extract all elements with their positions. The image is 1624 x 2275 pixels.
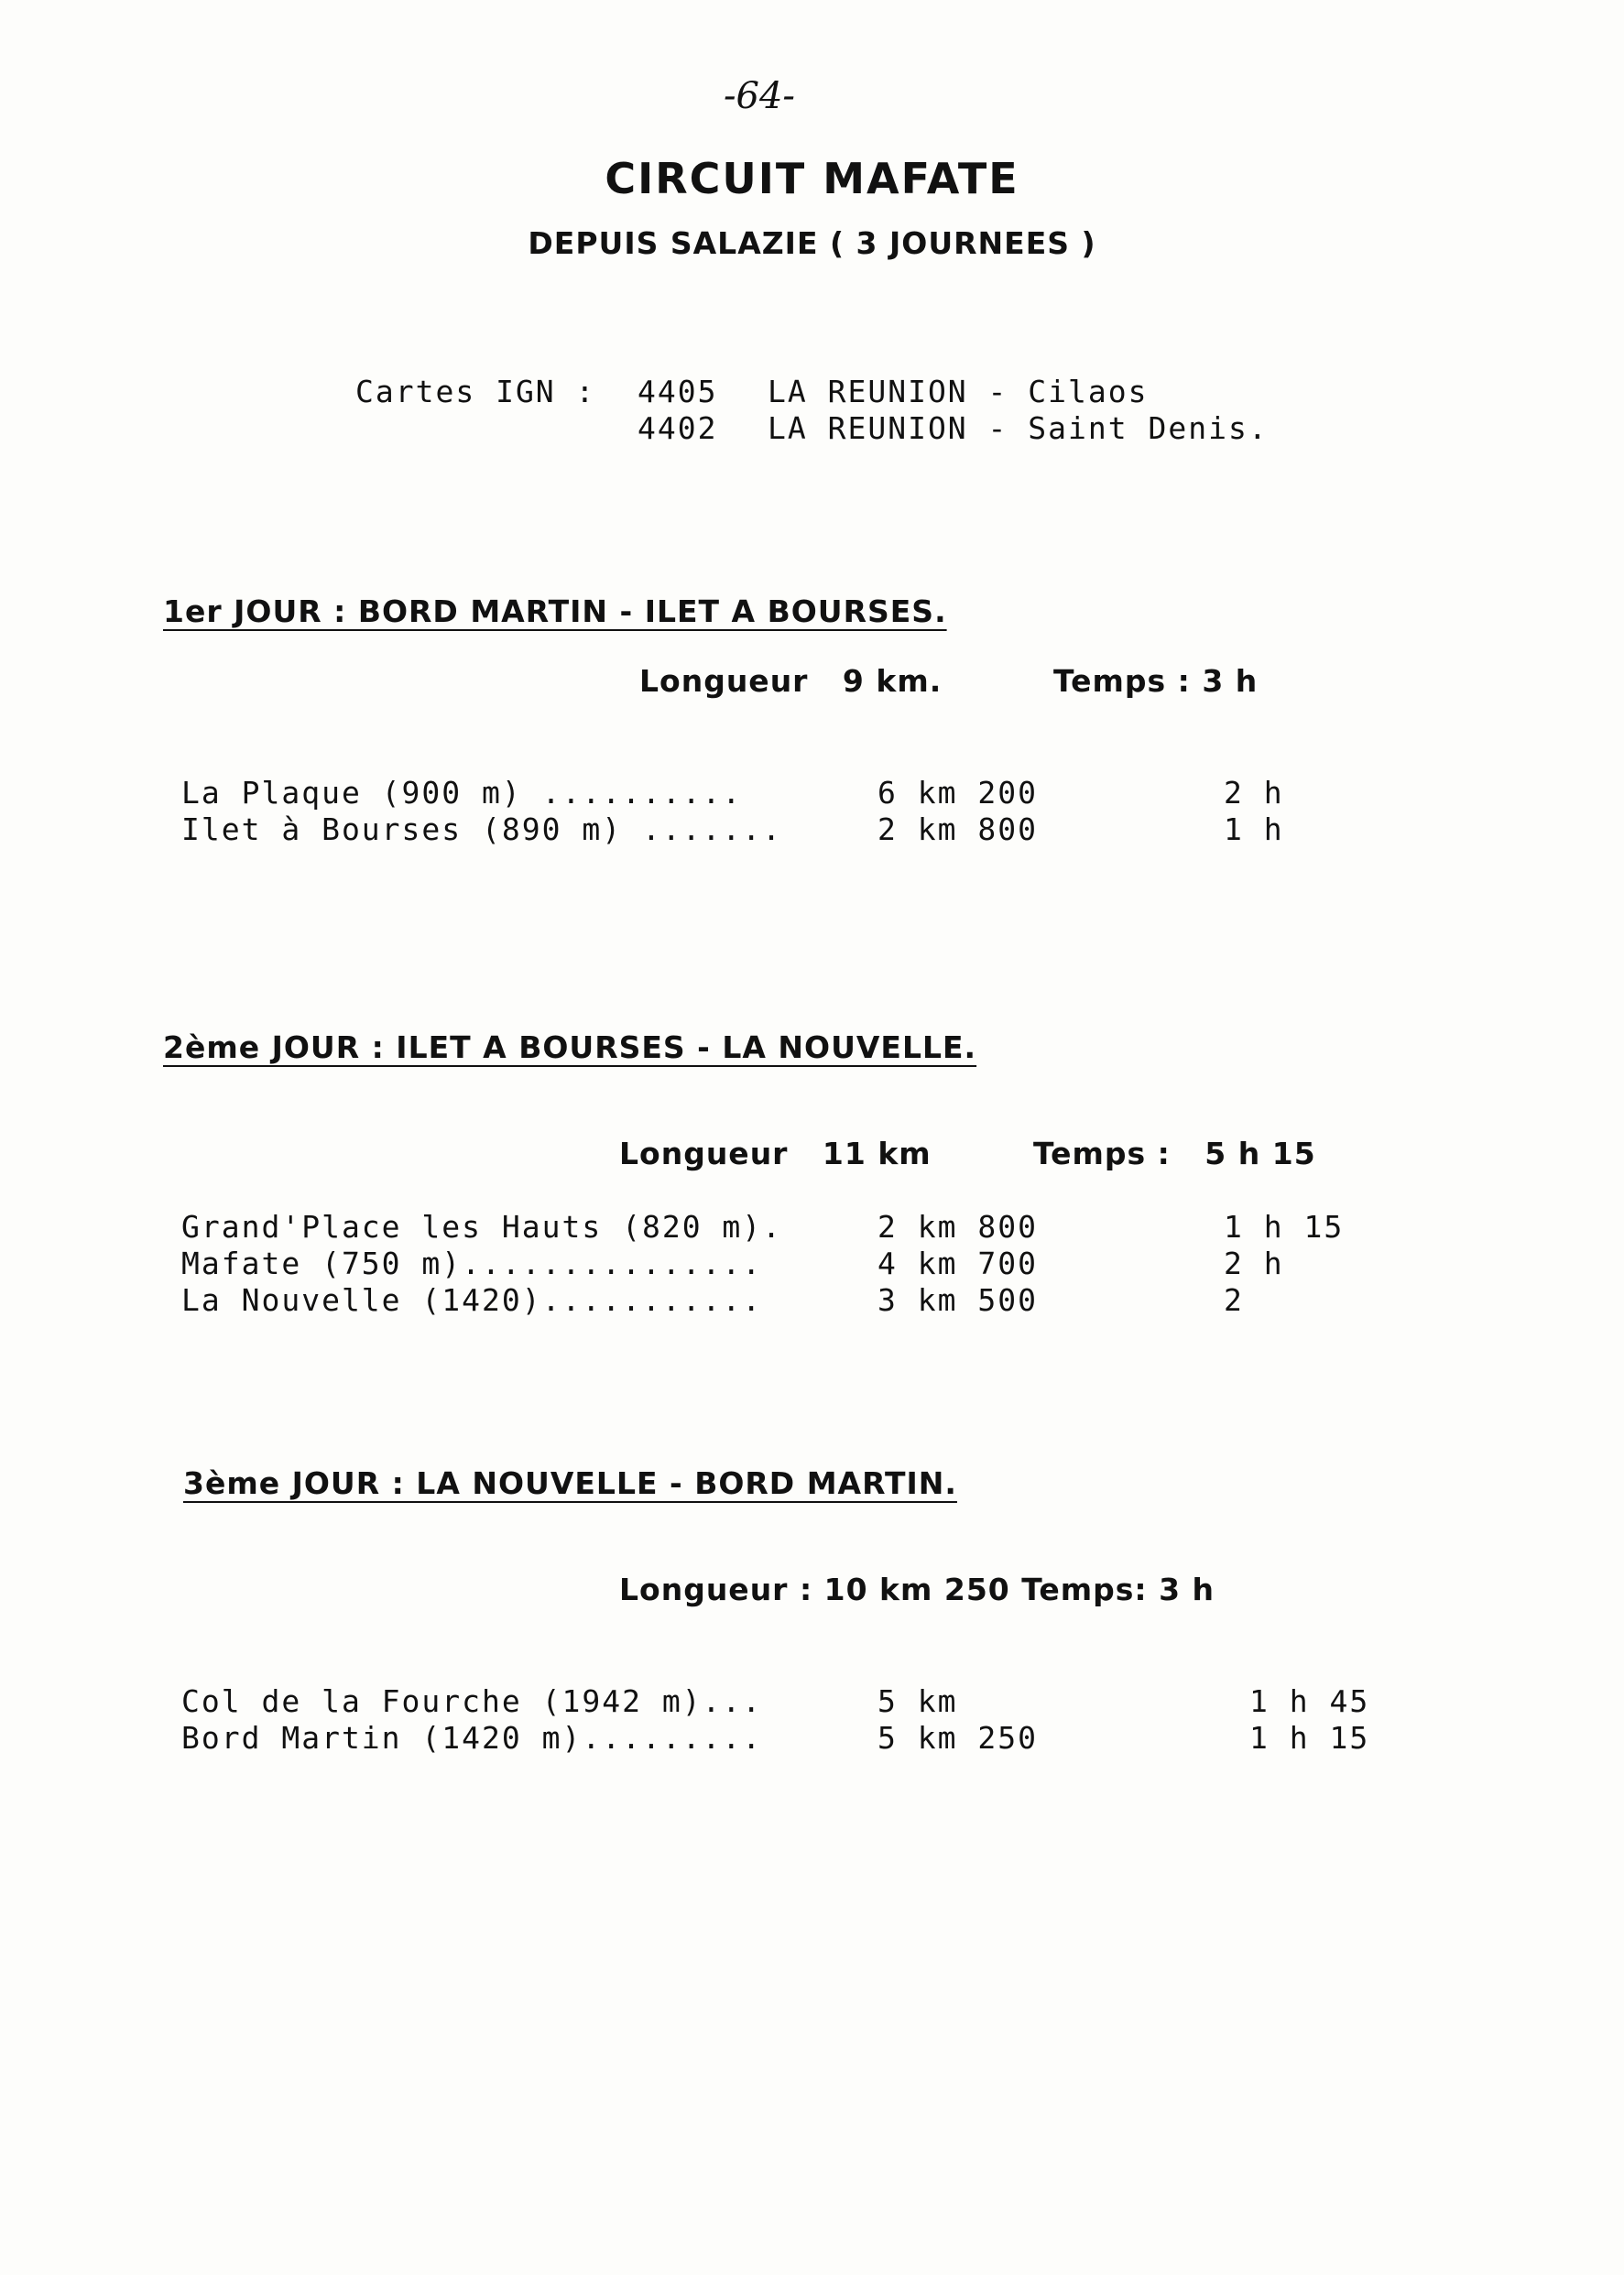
page-number: -64- — [724, 75, 795, 117]
stage-distance: 5 km — [877, 1683, 958, 1719]
day-time: Temps : 5 h 15 — [1033, 1136, 1316, 1171]
stage-place: Bord Martin (1420 m)......... — [181, 1720, 763, 1756]
stage-place: Mafate (750 m)............... — [181, 1246, 763, 1281]
day-length: Longueur : 10 km 250 Temps: 3 h — [619, 1572, 1215, 1607]
stage-distance: 3 km 500 — [877, 1282, 1038, 1318]
stage-time: 2 — [1224, 1282, 1244, 1318]
day-heading: 3ème JOUR : LA NOUVELLE - BORD MARTIN. — [183, 1465, 957, 1501]
map-name: LA REUNION - Saint Denis. — [768, 410, 1269, 446]
stage-distance: 2 km 800 — [877, 1209, 1038, 1245]
stage-place: Grand'Place les Hauts (820 m). — [181, 1209, 783, 1245]
stage-time: 1 h 45 — [1249, 1683, 1370, 1719]
stage-time: 1 h 15 — [1224, 1209, 1345, 1245]
stage-distance: 2 km 800 — [877, 811, 1038, 847]
stage-place: La Plaque (900 m) .......... — [181, 775, 743, 811]
day-heading: 1er JOUR : BORD MARTIN - ILET A BOURSES. — [163, 593, 947, 629]
stage-place: Col de la Fourche (1942 m)... — [181, 1683, 763, 1719]
stage-distance: 4 km 700 — [877, 1246, 1038, 1281]
stage-time: 1 h — [1224, 811, 1284, 847]
stage-time: 1 h 15 — [1249, 1720, 1370, 1756]
page-subtitle: DEPUIS SALAZIE ( 3 JOURNEES ) — [528, 225, 1096, 261]
stage-place: La Nouvelle (1420)........... — [181, 1282, 763, 1318]
page-title: CIRCUIT MAFATE — [605, 154, 1019, 203]
stage-distance: 5 km 250 — [877, 1720, 1038, 1756]
stage-place: Ilet à Bourses (890 m) ....... — [181, 811, 783, 847]
day-length: Longueur 11 km — [619, 1136, 932, 1171]
map-code: 4405 — [638, 374, 718, 409]
stage-distance: 6 km 200 — [877, 775, 1038, 811]
day-time: Temps : 3 h — [1053, 663, 1259, 699]
maps-label: Cartes IGN : — [355, 374, 596, 409]
stage-time: 2 h — [1224, 1246, 1284, 1281]
map-name: LA REUNION - Cilaos — [768, 374, 1149, 409]
map-code: 4402 — [638, 410, 718, 446]
day-heading: 2ème JOUR : ILET A BOURSES - LA NOUVELLE. — [163, 1029, 977, 1065]
day-length: Longueur 9 km. — [639, 663, 943, 699]
stage-time: 2 h — [1224, 775, 1284, 811]
